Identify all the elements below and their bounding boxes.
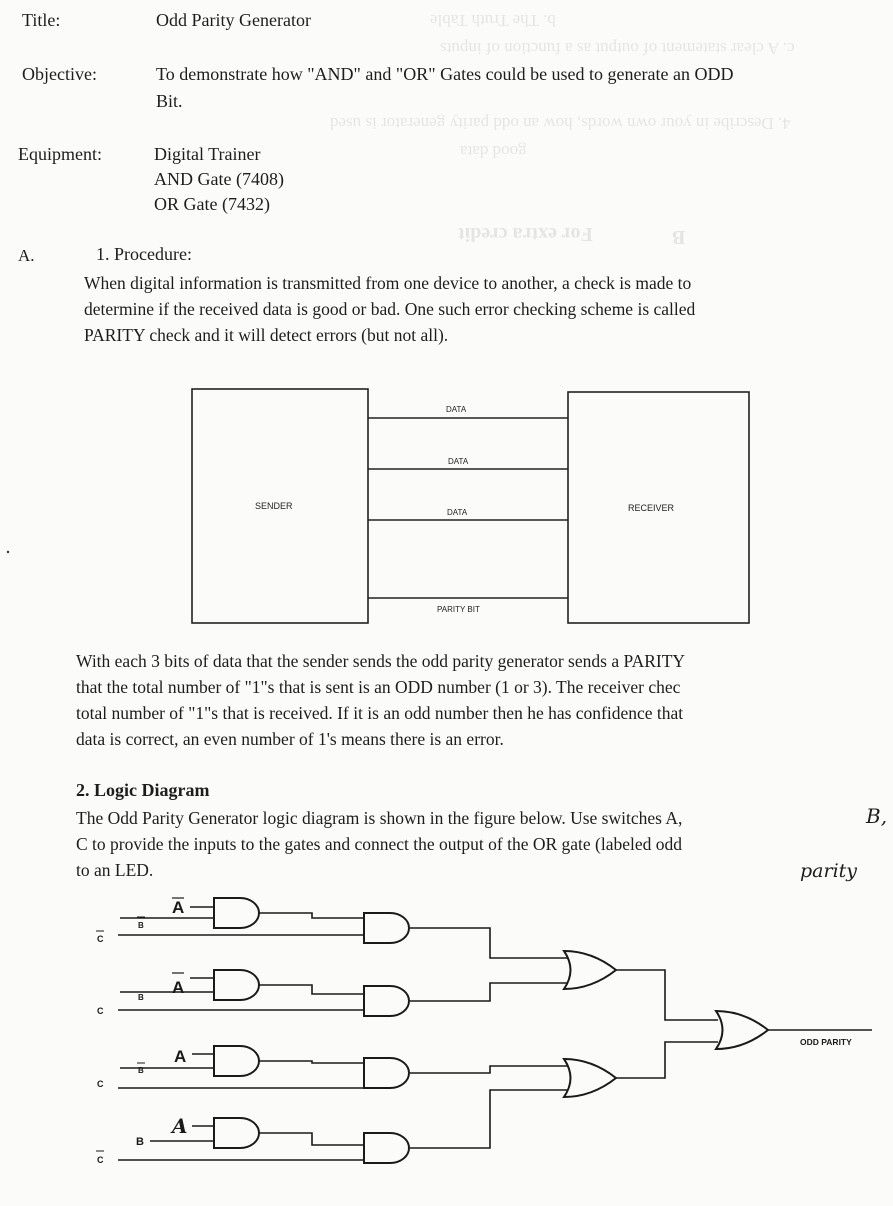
data-label: DATA: [447, 508, 468, 517]
logic-line: to an LED.: [76, 860, 154, 880]
and-gate: [364, 1058, 409, 1088]
input-label-a: A: [174, 1047, 187, 1066]
bleed-through-text: good data: [460, 142, 527, 161]
input-label-b: B: [138, 921, 144, 930]
bleed-through-text: 4. Describe in your own words, how an odd parity generator is used: [330, 114, 791, 133]
and-gate: [214, 1118, 259, 1148]
section-letter: A.: [18, 246, 35, 265]
bleed-through-text: b. The Truth Table: [430, 11, 556, 30]
and-gate: [214, 970, 259, 1000]
procedure-line: PARITY check and it will detect errors (but not all).: [84, 325, 449, 345]
or-gate: [564, 951, 616, 989]
objective-label: Objective:: [22, 64, 97, 84]
handwritten-parity: parity: [800, 860, 858, 882]
and-gate: [364, 913, 409, 943]
bleed-through-text: c. A clear statement of output as a function of inputs: [440, 39, 795, 58]
equipment-item: AND Gate (7408): [154, 169, 284, 189]
equipment-item: OR Gate (7432): [154, 194, 270, 214]
procedure-line: When digital information is transmitted from one device to another, a check is made to: [84, 273, 692, 293]
input-label-b: B: [138, 1066, 144, 1075]
and-gate: [364, 986, 409, 1016]
logic-line: C to provide the inputs to the gates and connect the output of the OR gate (labeled odd: [76, 834, 683, 854]
title-label: Title:: [22, 10, 61, 30]
input-label-c: C: [97, 1006, 104, 1016]
title-value: Odd Parity Generator: [156, 10, 311, 30]
logic-heading: 2. Logic Diagram: [76, 780, 210, 800]
data-label: DATA: [448, 457, 469, 466]
explanation-line: that the total number of "1"s that is sent is an ODD number (1 or 3). The receiver chec: [76, 677, 681, 697]
procedure-heading: 1. Procedure:: [96, 244, 192, 264]
sender-label: SENDER: [255, 501, 293, 511]
procedure-line: determine if the received data is good or bad. One such error checking scheme is called: [84, 299, 696, 319]
equipment-label: Equipment:: [18, 144, 102, 164]
input-label-a: A: [172, 978, 185, 997]
input-label-a: A: [172, 898, 185, 917]
input-label-c: C: [97, 1155, 104, 1165]
input-label-b: B: [136, 1136, 144, 1148]
and-gate: [214, 898, 259, 928]
input-label-a: A: [172, 1114, 188, 1138]
data-label: DATA: [446, 405, 467, 414]
explanation-line: total number of "1"s that is received. If it is an odd number then he has confidence that: [76, 703, 684, 723]
and-gate: [214, 1046, 259, 1076]
input-label-b: B: [138, 993, 144, 1002]
objective-line: Bit.: [156, 91, 183, 111]
bleed-through-text: B: [672, 226, 686, 248]
input-label-c: C: [97, 1079, 104, 1089]
explanation-line: data is correct, an even number of 1's means there is an error.: [76, 729, 504, 749]
and-gate: [364, 1133, 409, 1163]
input-label-c: C: [97, 934, 104, 944]
parity-bit-label: PARITY BIT: [437, 605, 480, 614]
bleed-through-text: For extra credit: [458, 223, 593, 245]
handwritten-b: B,: [866, 804, 888, 828]
or-gate: [564, 1059, 616, 1097]
explanation-line: With each 3 bits of data that the sender sends the odd parity generator sends a PARITY: [76, 651, 686, 671]
equipment-item: Digital Trainer: [154, 144, 261, 164]
odd-parity-label: ODD PARITY: [800, 1037, 852, 1047]
logic-line: The Odd Parity Generator logic diagram is shown in the figure below. Use switches A,: [76, 808, 683, 828]
objective-line: To demonstrate how "AND" and "OR" Gates could be used to generate an ODD: [156, 64, 734, 84]
or-gate-final: [716, 1011, 768, 1049]
receiver-label: RECEIVER: [628, 503, 675, 513]
